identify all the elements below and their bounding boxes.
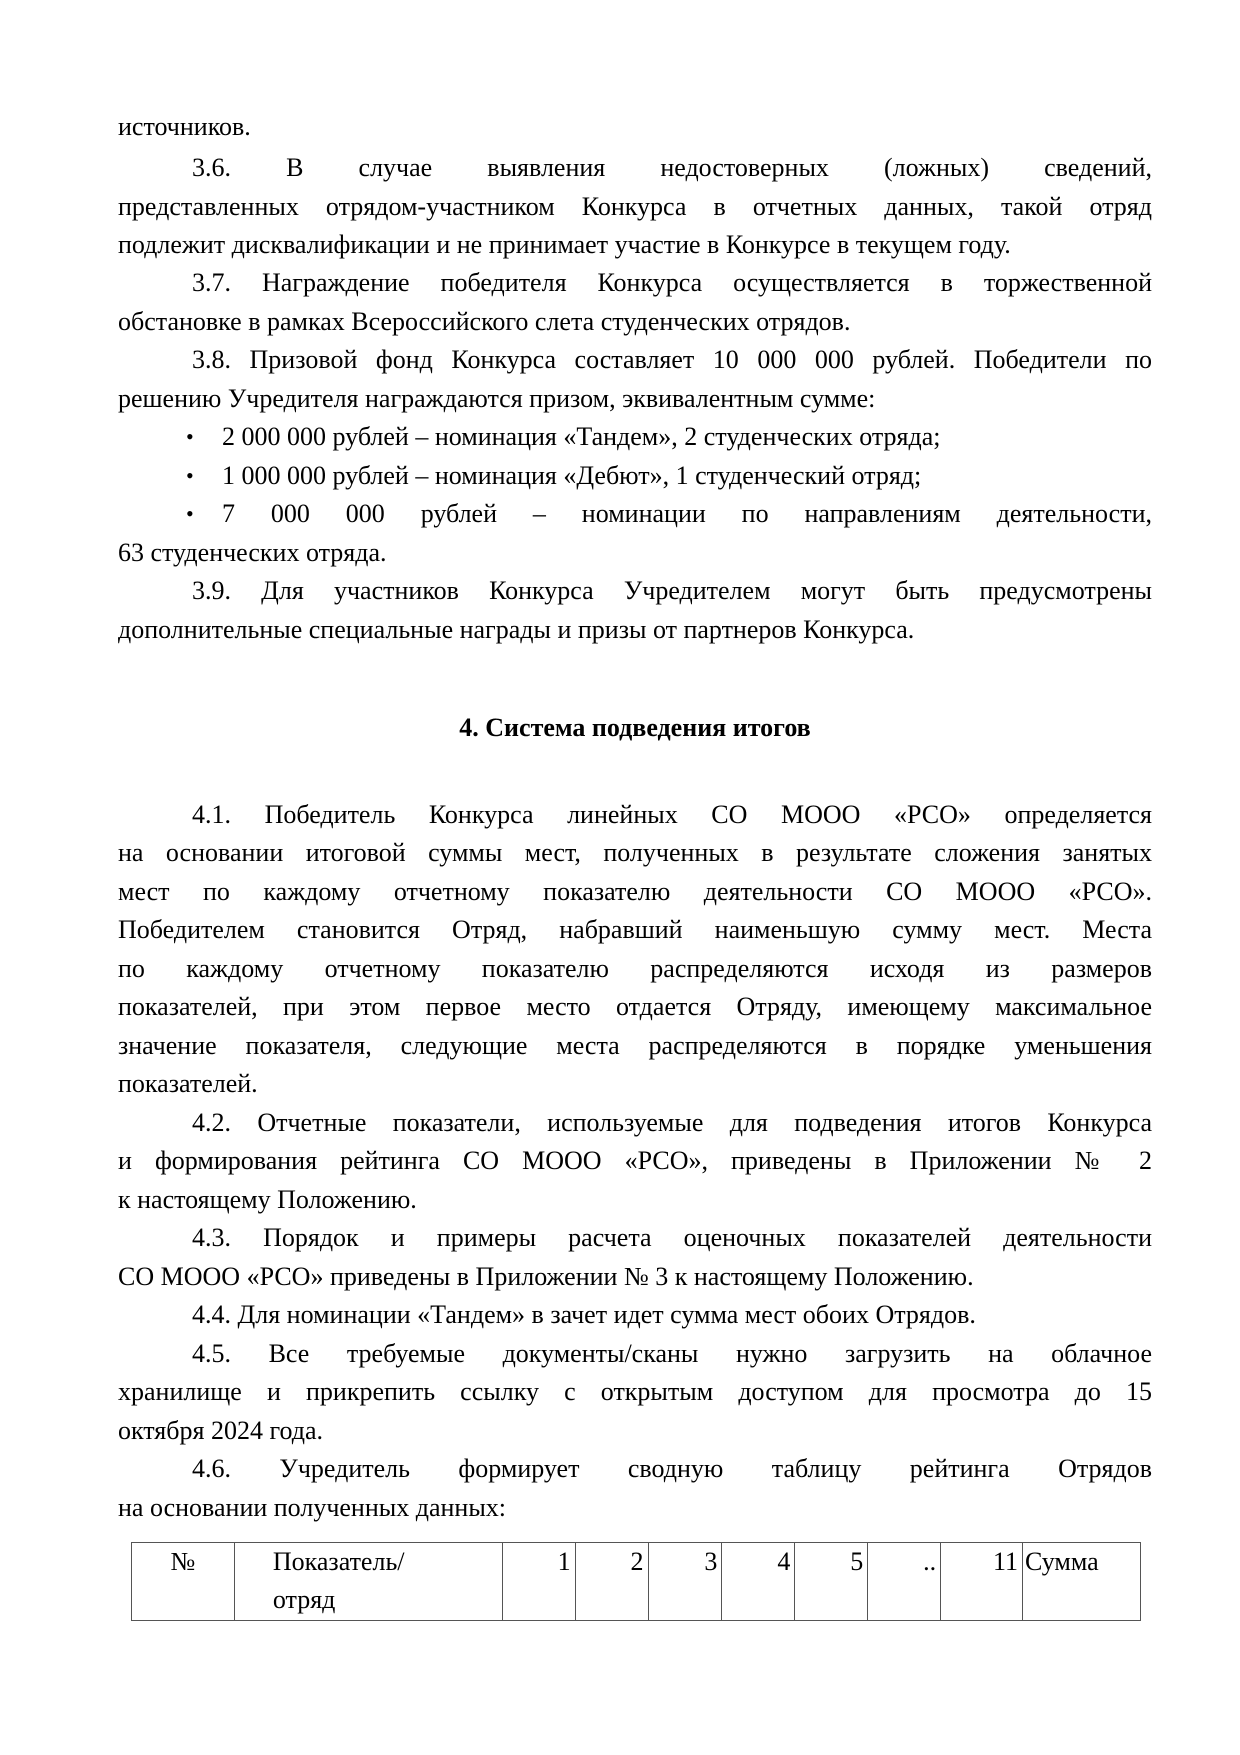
list-item bbox=[118, 457, 1152, 495]
paragraph-3-7: 3.7. Награждение победителя Конкурса осуществляется в торжественной bbox=[192, 268, 1152, 297]
paragraph-line: на основании полученных данных: bbox=[118, 1493, 507, 1522]
paragraph-4-1: 4.1. Победитель Конкурса линейных СО МООО «РСО» определяется bbox=[192, 800, 1152, 829]
header-cell-squad-1: 1 bbox=[502, 1543, 575, 1621]
header-cell-ellipsis: .. bbox=[868, 1543, 941, 1621]
paragraph-line: показателей, при этом первое место отдается Отряду, имеющему максимальное bbox=[118, 992, 1152, 1021]
section-heading: 4. Система подведения итогов bbox=[459, 713, 811, 742]
paragraph-line: мест по каждому отчетному показателю деятельности СО МООО «РСО». bbox=[118, 877, 1152, 906]
header-cell-squad-5: 5 bbox=[795, 1543, 868, 1621]
paragraph-3-6: 3.6. В случае выявления недостоверных (ложных) сведений, bbox=[192, 153, 1152, 182]
paragraph-line: обстановке в рамках Всероссийского слета студенческих отрядов. bbox=[118, 307, 851, 336]
paragraph-line: решению Учредителя награждаются призом, эквивалентным сумме: bbox=[118, 384, 876, 413]
paragraph-line: показателей. bbox=[118, 1069, 258, 1098]
paragraph-4-2: 4.2. Отчетные показатели, используемые для подведения итогов Конкурса bbox=[192, 1108, 1152, 1137]
paragraph-line: 63 студенческих отряда. bbox=[118, 538, 387, 567]
paragraph-line: Победителем становится Отряд, набравший наименьшую сумму мест. Места bbox=[118, 915, 1152, 944]
paragraph-line: хранилище и прикрепить ссылку с открытым доступом для просмотра до 15 bbox=[118, 1377, 1152, 1406]
paragraph-4-6: 4.6. Учредитель формирует сводную таблицу рейтинга Отрядов bbox=[192, 1454, 1152, 1483]
paragraph-4-5: 4.5. Все требуемые документы/сканы нужно загрузить на облачное bbox=[192, 1339, 1152, 1368]
paragraph-line: на основании итоговой суммы мест, полученных в результате сложения занятых bbox=[118, 838, 1152, 867]
paragraph-3-9: 3.9. Для участников Конкурса Учредителем могут быть предусмотрены bbox=[192, 576, 1152, 605]
list-item-text: 1 000 000 рублей – номинация «Дебют», 1 студенческий отряд; bbox=[222, 461, 922, 490]
paragraph-line: источников. bbox=[118, 112, 251, 141]
header-cell-squad-11: 11 bbox=[941, 1543, 1023, 1621]
header-cell-indicator-line2: отряд bbox=[272, 1585, 336, 1614]
list-item bbox=[118, 418, 1152, 456]
bullet-icon: • bbox=[186, 424, 194, 449]
bullet-icon: • bbox=[186, 463, 194, 488]
header-cell-number: № bbox=[132, 1543, 235, 1621]
list-item bbox=[118, 495, 1152, 533]
rating-table bbox=[131, 1542, 1141, 1621]
paragraph-4-4: 4.4. Для номинации «Тандем» в зачет идет сумма мест обоих Отрядов. bbox=[192, 1300, 976, 1329]
paragraph-line: СО МООО «РСО» приведены в Приложении № 3 к настоящему Положению. bbox=[118, 1262, 974, 1291]
list-item-text: 7 000 000 рублей – номинации по направлениям деятельности, bbox=[222, 499, 1152, 528]
header-cell-squad-2: 2 bbox=[575, 1543, 648, 1621]
paragraph-line: подлежит дисквалификации и не принимает участие в Конкурсе в текущем году. bbox=[118, 230, 1011, 259]
paragraph-line: представленных отрядом-участником Конкурса в отчетных данных, такой отряд bbox=[118, 192, 1152, 221]
bullet-icon: • bbox=[186, 501, 194, 526]
paragraph-line: дополнительные специальные награды и призы от партнеров Конкурса. bbox=[118, 615, 915, 644]
header-cell-squad-3: 3 bbox=[648, 1543, 722, 1621]
header-cell-indicator-line1: Показатель/ bbox=[272, 1547, 405, 1576]
paragraph-line: значение показателя, следующие места распределяются в порядке уменьшения bbox=[118, 1031, 1152, 1060]
header-cell-indicator bbox=[234, 1543, 502, 1621]
header-cell-sum: Сумма bbox=[1023, 1543, 1141, 1621]
table-header-row bbox=[132, 1543, 1141, 1621]
paragraph-line: октября 2024 года. bbox=[118, 1416, 323, 1445]
header-cell-squad-4: 4 bbox=[722, 1543, 795, 1621]
paragraph-line: и формирования рейтинга СО МООО «РСО», приведены в Приложении № 2 bbox=[118, 1146, 1152, 1175]
paragraph-4-3: 4.3. Порядок и примеры расчета оценочных показателей деятельности bbox=[192, 1223, 1152, 1252]
paragraph-line: к настоящему Положению. bbox=[118, 1185, 417, 1214]
paragraph-line: по каждому отчетному показателю распределяются исходя из размеров bbox=[118, 954, 1152, 983]
list-item-text: 2 000 000 рублей – номинация «Тандем», 2 студенческих отряда; bbox=[222, 422, 941, 451]
paragraph-3-8: 3.8. Призовой фонд Конкурса составляет 10 000 000 рублей. Победители по bbox=[192, 345, 1152, 374]
